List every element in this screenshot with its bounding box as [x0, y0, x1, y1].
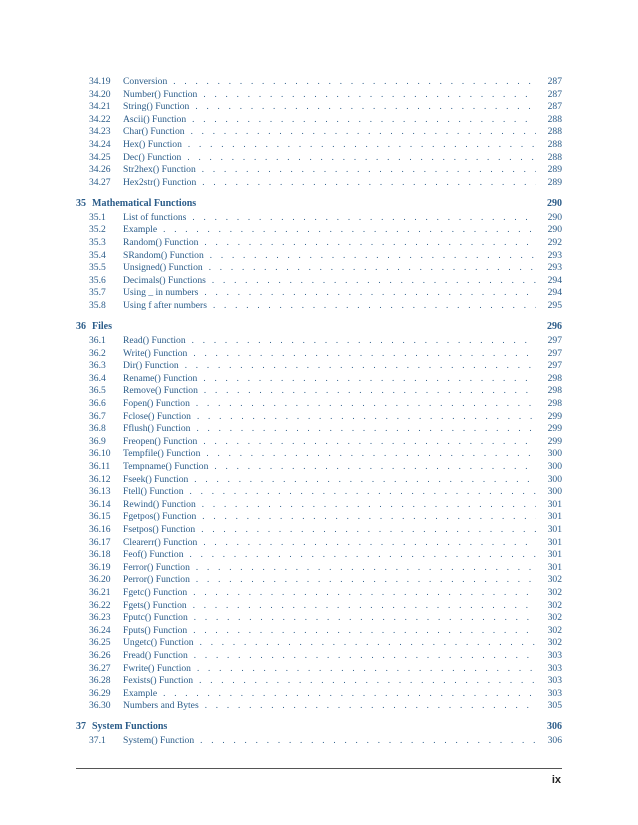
entry-page[interactable]: 302 — [547, 574, 562, 586]
entry-page[interactable]: 299 — [547, 410, 562, 422]
dot-leader — [193, 599, 536, 612]
dot-leader — [203, 88, 536, 101]
entry-page[interactable]: 295 — [547, 300, 562, 311]
dot-leader — [193, 347, 536, 360]
toc-entry[interactable] — [76, 473, 562, 486]
toc-chapter[interactable] — [76, 320, 562, 333]
dot-leader — [196, 561, 536, 574]
dot-leader — [196, 397, 536, 410]
entry-number: 36.7 — [89, 410, 106, 422]
dot-leader — [203, 435, 536, 448]
entry-number: 36.17 — [89, 536, 111, 548]
entry-number: 36.30 — [89, 700, 111, 712]
chapter-number: 36 — [76, 321, 86, 333]
entry-page[interactable]: 301 — [547, 498, 562, 510]
entry-page[interactable]: 302 — [547, 624, 562, 636]
entry-page[interactable]: 287 — [547, 88, 562, 100]
dot-leader — [202, 176, 536, 189]
dot-leader — [204, 384, 536, 397]
entry-page[interactable]: 300 — [547, 461, 562, 473]
entry-title[interactable]: Using f after numbers — [123, 300, 207, 311]
entry-page[interactable]: 300 — [547, 486, 562, 498]
entry-number: 35.6 — [89, 274, 106, 286]
entry-title[interactable]: Fputc() Function — [123, 612, 188, 624]
dot-leader — [200, 734, 536, 747]
entry-number: 34.19 — [89, 76, 111, 87]
dot-leader — [210, 249, 536, 262]
entry-title[interactable]: Decimals() Functions — [123, 274, 206, 286]
toc-chapter[interactable] — [76, 197, 562, 210]
entry-number: 34.27 — [89, 176, 111, 188]
dot-leader — [197, 662, 536, 675]
dot-leader — [193, 586, 536, 599]
entry-page[interactable]: 306 — [547, 735, 562, 747]
dot-leader — [194, 611, 536, 624]
dot-leader — [202, 163, 536, 176]
entry-title[interactable]: Fclose() Function — [123, 410, 191, 422]
dot-leader — [197, 410, 536, 423]
entry-title[interactable]: System() Function — [123, 735, 195, 747]
entry-title[interactable]: Hex() Function — [123, 138, 182, 150]
toc-entry[interactable] — [76, 485, 562, 498]
chapter-title[interactable]: System Functions — [92, 721, 168, 733]
entry-page[interactable]: 289 — [547, 176, 562, 188]
toc-entry[interactable] — [76, 372, 562, 385]
toc-entry[interactable] — [76, 422, 562, 435]
table-of-contents — [76, 75, 562, 747]
dot-leader — [187, 151, 536, 164]
entry-number: 36.15 — [89, 511, 111, 523]
entry-page[interactable]: 301 — [547, 524, 562, 535]
entry-page[interactable]: 287 — [547, 76, 562, 87]
entry-page[interactable]: 300 — [547, 473, 562, 485]
entry-title[interactable]: String() Function — [123, 101, 190, 113]
entry-title[interactable]: Conversion — [123, 76, 168, 87]
entry-title[interactable]: Fread() Function — [123, 649, 188, 661]
dot-leader — [202, 510, 536, 523]
entry-page[interactable]: 298 — [547, 385, 562, 397]
toc-entry[interactable] — [76, 113, 562, 126]
entry-page[interactable]: 301 — [547, 549, 562, 561]
dot-leader — [193, 624, 536, 637]
entry-number: 34.23 — [89, 126, 111, 138]
chapter-title[interactable]: Mathematical Functions — [92, 197, 197, 209]
entry-page[interactable]: 303 — [547, 675, 562, 687]
entry-number: 36.20 — [89, 574, 111, 586]
chapter-number: 35 — [76, 197, 86, 209]
dot-leader — [185, 359, 536, 372]
toc-entry[interactable] — [76, 536, 562, 549]
entry-page[interactable]: 300 — [547, 448, 562, 460]
entry-number: 36.12 — [89, 473, 111, 485]
dot-leader — [188, 138, 536, 151]
entry-page[interactable]: 303 — [547, 662, 562, 674]
entry-page[interactable]: 287 — [547, 101, 562, 113]
toc-entry[interactable] — [76, 384, 562, 397]
entry-title[interactable]: Random() Function — [123, 237, 199, 249]
entry-number: 36.3 — [89, 360, 106, 372]
toc-entry[interactable] — [76, 611, 562, 624]
entry-page[interactable]: 305 — [547, 700, 562, 712]
entry-number: 35.4 — [89, 249, 106, 261]
toc-entry[interactable] — [76, 523, 562, 536]
entry-page[interactable]: 301 — [547, 561, 562, 573]
entry-page[interactable]: 289 — [547, 164, 562, 176]
entry-page[interactable]: 301 — [547, 511, 562, 523]
toc-entry[interactable] — [76, 573, 562, 586]
toc-entry[interactable] — [76, 435, 562, 448]
toc-entry[interactable] — [76, 636, 562, 649]
entry-title[interactable]: Clearerr() Function — [123, 536, 198, 548]
entry-number: 37.1 — [89, 735, 106, 747]
entry-title[interactable]: Tempfile() Function — [123, 448, 201, 460]
toc-entry[interactable] — [76, 624, 562, 637]
toc-entry[interactable] — [76, 211, 562, 224]
toc-entry[interactable] — [76, 274, 562, 287]
entry-number: 36.26 — [89, 649, 111, 661]
entry-number: 36.4 — [89, 372, 106, 384]
chapter-page[interactable]: 290 — [547, 197, 562, 209]
chapter-page[interactable]: 296 — [547, 321, 562, 333]
toc-entry[interactable] — [76, 359, 562, 372]
dot-leader — [212, 274, 536, 287]
entry-title[interactable]: Fsetpos() Function — [123, 524, 196, 535]
entry-number: 34.24 — [89, 138, 111, 150]
dot-leader — [190, 485, 537, 498]
entry-title[interactable]: Perror() Function — [123, 574, 190, 586]
entry-page[interactable]: 302 — [547, 637, 562, 649]
entry-title[interactable]: Write() Function — [123, 347, 188, 359]
entry-page[interactable]: 297 — [547, 335, 562, 347]
toc-entry[interactable] — [76, 249, 562, 262]
dot-leader — [192, 334, 536, 347]
dot-leader — [163, 223, 536, 236]
toc-entry[interactable] — [76, 510, 562, 523]
entry-title[interactable]: Rewind() Function — [123, 498, 196, 510]
entry-title[interactable]: SRandom() Function — [123, 249, 204, 261]
chapter-page[interactable]: 306 — [547, 721, 562, 733]
entry-title[interactable]: Example — [123, 224, 158, 236]
dot-leader — [203, 372, 536, 385]
toc-entry[interactable] — [76, 586, 562, 599]
entry-title[interactable]: Unsigned() Function — [123, 262, 203, 274]
entry-title[interactable]: Ftell() Function — [123, 486, 184, 498]
entry-number: 36.14 — [89, 498, 111, 510]
entry-page[interactable]: 293 — [547, 262, 562, 274]
dot-leader — [199, 674, 536, 687]
toc-entry[interactable] — [76, 662, 562, 675]
chapter-title[interactable]: Files — [92, 321, 112, 333]
entry-title[interactable]: Using _ in numbers — [123, 287, 199, 299]
entry-number: 36.13 — [89, 486, 111, 498]
footer-rule — [76, 768, 562, 769]
toc-entry[interactable] — [76, 599, 562, 612]
entry-number: 35.5 — [89, 262, 106, 274]
dot-leader — [213, 299, 536, 312]
entry-page[interactable]: 294 — [547, 287, 562, 299]
toc-entry[interactable] — [76, 100, 562, 113]
dot-leader — [192, 211, 536, 224]
entry-number: 36.6 — [89, 398, 106, 410]
entry-title[interactable]: Fgetc() Function — [123, 586, 188, 598]
entry-page[interactable]: 299 — [547, 423, 562, 435]
entry-title[interactable]: Fseek() Function — [123, 473, 189, 485]
toc-entry[interactable] — [76, 223, 562, 236]
entry-number: 36.25 — [89, 637, 111, 649]
toc-entry[interactable] — [76, 75, 562, 88]
entry-number: 35.1 — [89, 211, 106, 223]
entry-title[interactable]: Fexists() Function — [123, 675, 194, 687]
entry-page[interactable]: 294 — [547, 274, 562, 286]
toc-entry[interactable] — [76, 88, 562, 101]
entry-page[interactable]: 297 — [547, 347, 562, 359]
chapter-number: 37 — [76, 721, 86, 733]
toc-entry[interactable] — [76, 561, 562, 574]
entry-page[interactable]: 292 — [547, 237, 562, 249]
toc-entry[interactable] — [76, 176, 562, 189]
dot-leader — [201, 523, 536, 536]
entry-title[interactable]: Str2hex() Function — [123, 164, 196, 176]
entry-page[interactable]: 293 — [547, 249, 562, 261]
entry-page[interactable]: 298 — [547, 398, 562, 410]
entry-page[interactable]: 302 — [547, 586, 562, 598]
entry-number: 36.9 — [89, 435, 106, 447]
toc-entry[interactable] — [76, 236, 562, 249]
entry-page[interactable]: 297 — [547, 360, 562, 372]
entry-title[interactable]: Rename() Function — [123, 372, 198, 384]
entry-title[interactable]: Char() Function — [123, 126, 185, 138]
entry-page[interactable]: 288 — [547, 138, 562, 150]
toc-entry[interactable] — [76, 138, 562, 151]
entry-title[interactable]: Number() Function — [123, 88, 198, 100]
toc-entry[interactable] — [76, 151, 562, 164]
toc-entry[interactable] — [76, 699, 562, 712]
entry-title[interactable]: Fgets() Function — [123, 599, 187, 611]
entry-number: 36.5 — [89, 385, 106, 397]
entry-page[interactable]: 288 — [547, 151, 562, 163]
entry-title[interactable]: Hex2str() Function — [123, 176, 197, 188]
entry-page[interactable]: 288 — [547, 126, 562, 138]
entry-number: 36.10 — [89, 448, 111, 460]
dot-leader — [202, 498, 536, 511]
dot-leader — [205, 699, 536, 712]
entry-number: 35.2 — [89, 224, 106, 236]
entry-page[interactable]: 302 — [547, 599, 562, 611]
entry-page[interactable]: 303 — [547, 649, 562, 661]
toc-entry[interactable] — [76, 447, 562, 460]
toc-entry[interactable] — [76, 334, 562, 347]
entry-page[interactable]: 303 — [547, 687, 562, 699]
dot-leader — [204, 286, 536, 299]
toc-entry[interactable] — [76, 347, 562, 360]
entry-title[interactable]: Freopen() Function — [123, 435, 198, 447]
toc-entry[interactable] — [76, 649, 562, 662]
entry-title[interactable]: Fwrite() Function — [123, 662, 191, 674]
entry-page[interactable]: 290 — [547, 224, 562, 236]
entry-page[interactable]: 299 — [547, 435, 562, 447]
toc-chapter[interactable] — [76, 720, 562, 733]
dot-leader — [204, 236, 536, 249]
entry-title[interactable]: Example — [123, 687, 158, 699]
entry-number: 34.20 — [89, 88, 111, 100]
dot-leader — [195, 100, 536, 113]
entry-page[interactable]: 288 — [547, 113, 562, 125]
entry-number: 35.7 — [89, 287, 106, 299]
entry-number: 34.22 — [89, 113, 111, 125]
dot-leader — [173, 75, 536, 88]
entry-number: 36.29 — [89, 687, 111, 699]
dot-leader — [190, 548, 537, 561]
toc-entry[interactable] — [76, 687, 562, 700]
dot-leader — [194, 473, 536, 486]
entry-title[interactable]: Dec() Function — [123, 151, 182, 163]
toc-entry[interactable] — [76, 498, 562, 511]
entry-title[interactable]: Fflush() Function — [123, 423, 191, 435]
dot-leader — [194, 649, 536, 662]
dot-leader — [191, 125, 536, 138]
entry-page[interactable]: 290 — [547, 211, 562, 223]
entry-number: 36.16 — [89, 524, 111, 535]
entry-number: 34.21 — [89, 101, 111, 113]
toc-entry[interactable] — [76, 299, 562, 312]
entry-title[interactable]: Remove() Function — [123, 385, 198, 397]
toc-entry[interactable] — [76, 548, 562, 561]
entry-number: 35.8 — [89, 300, 106, 311]
entry-number: 36.24 — [89, 624, 111, 636]
dot-leader — [203, 536, 536, 549]
toc-entry[interactable] — [76, 397, 562, 410]
entry-number: 36.19 — [89, 561, 111, 573]
entry-number: 36.21 — [89, 586, 111, 598]
entry-number: 36.8 — [89, 423, 106, 435]
entry-number: 36.28 — [89, 675, 111, 687]
entry-title[interactable]: Ungetc() Function — [123, 637, 194, 649]
footer-page-number: ix — [551, 774, 561, 786]
entry-title[interactable]: Dir() Function — [123, 360, 179, 372]
entry-number: 36.1 — [89, 335, 106, 347]
entry-number: 34.26 — [89, 164, 111, 176]
entry-title[interactable]: Tempname() Function — [123, 461, 209, 473]
toc-entry[interactable] — [76, 163, 562, 176]
entry-title[interactable]: Read() Function — [123, 335, 186, 347]
toc-entry[interactable] — [76, 674, 562, 687]
toc-entry[interactable] — [76, 410, 562, 423]
entry-page[interactable]: 302 — [547, 612, 562, 624]
entry-number: 36.22 — [89, 599, 111, 611]
toc-entry[interactable] — [76, 261, 562, 274]
entry-number: 36.27 — [89, 662, 111, 674]
dot-leader — [214, 460, 536, 473]
entry-title[interactable]: Ferror() Function — [123, 561, 190, 573]
entry-title[interactable]: Fgetpos() Function — [123, 511, 197, 523]
entry-page[interactable]: 301 — [547, 536, 562, 548]
dot-leader — [163, 687, 536, 700]
entry-title[interactable]: Fopen() Function — [123, 398, 190, 410]
entry-number: 36.2 — [89, 347, 106, 359]
entry-page[interactable]: 298 — [547, 372, 562, 384]
entry-number: 34.25 — [89, 151, 111, 163]
entry-number: 36.11 — [89, 461, 111, 473]
entry-number: 36.18 — [89, 549, 111, 561]
dot-leader — [192, 113, 536, 126]
toc-entry[interactable] — [76, 125, 562, 138]
dot-leader — [200, 636, 536, 649]
entry-title[interactable]: Fputs() Function — [123, 624, 188, 636]
toc-entry[interactable] — [76, 460, 562, 473]
toc-entry[interactable] — [76, 286, 562, 299]
entry-number: 36.23 — [89, 612, 111, 624]
entry-title[interactable]: List of functions — [123, 211, 187, 223]
entry-title[interactable]: Feof() Function — [123, 549, 184, 561]
toc-entry[interactable] — [76, 734, 562, 747]
entry-title[interactable]: Ascii() Function — [123, 113, 187, 125]
entry-title[interactable]: Numbers and Bytes — [123, 700, 199, 712]
dot-leader — [196, 573, 536, 586]
dot-leader — [209, 261, 536, 274]
entry-number: 35.3 — [89, 237, 106, 249]
dot-leader — [196, 422, 536, 435]
dot-leader — [206, 447, 536, 460]
